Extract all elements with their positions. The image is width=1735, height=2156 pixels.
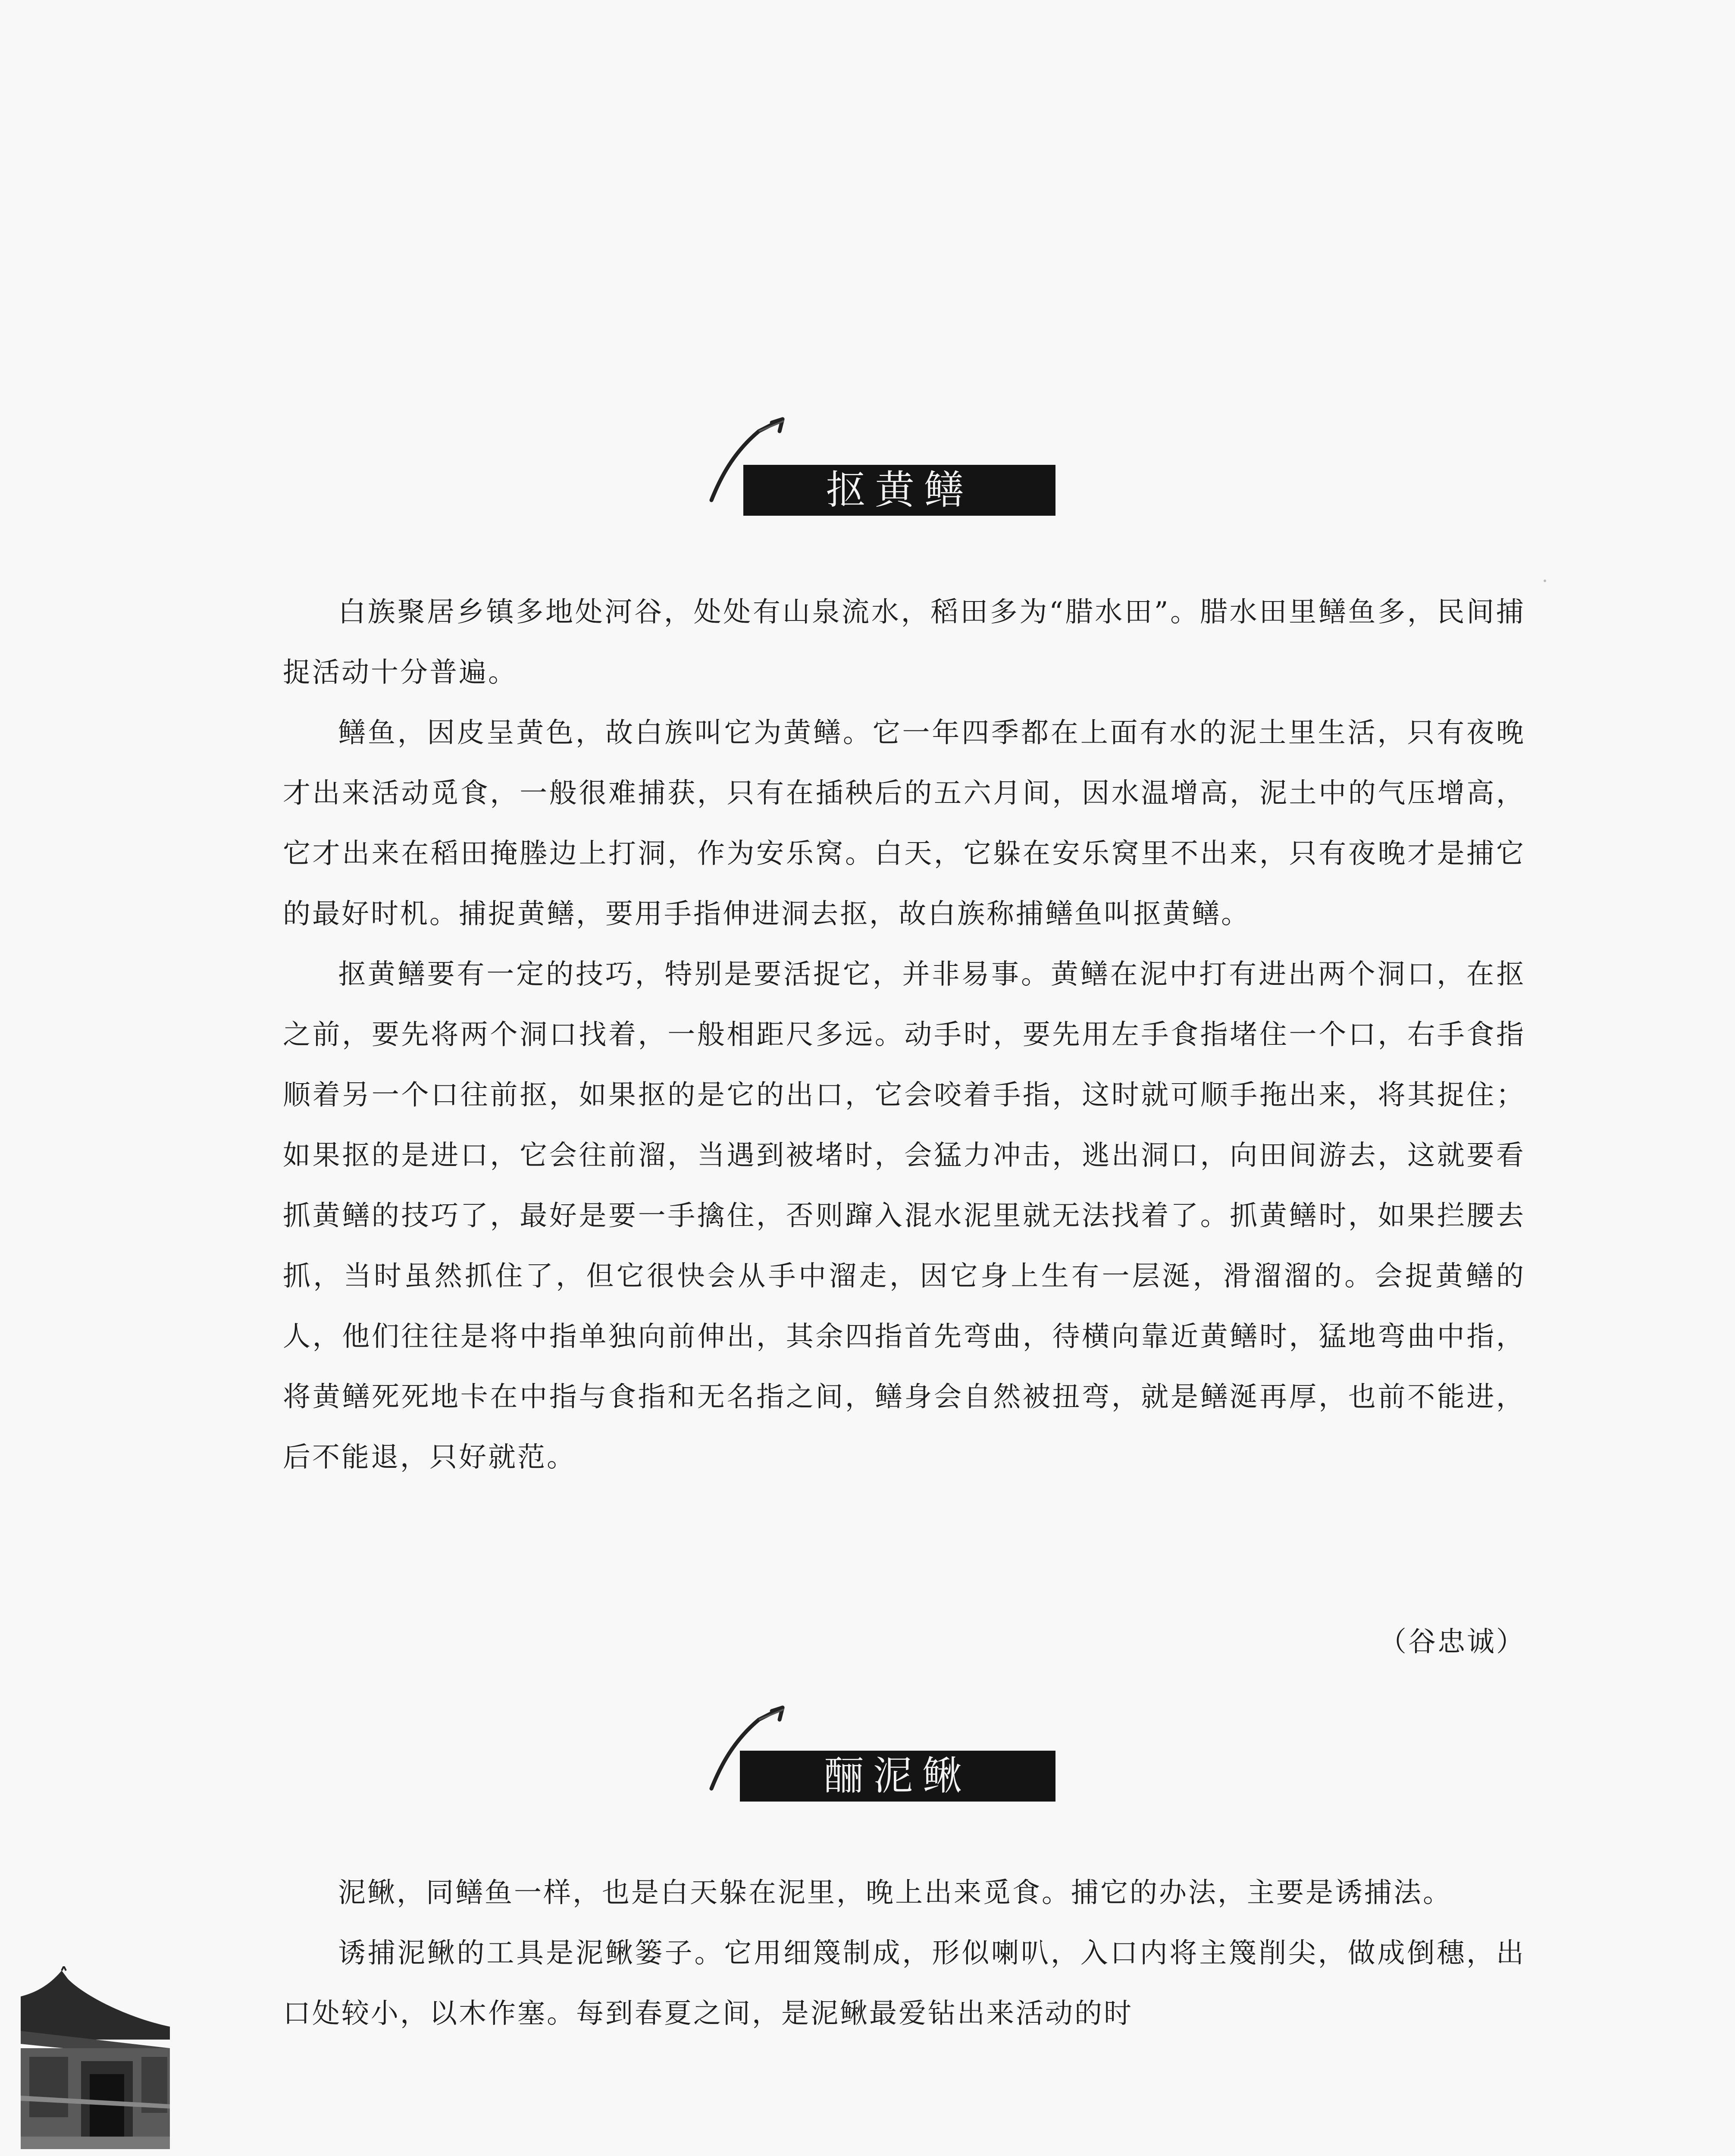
section-title-loach: 酾泥鳅 xyxy=(740,1751,1055,1802)
paragraph: 白族聚居乡镇多地处河谷，处处有山泉流水，稻田多为“腊水田”。腊水田里鳝鱼多，民间捕捉活动十分普遍。 xyxy=(283,596,1525,689)
paragraph: 诱捕泥鳅的工具是泥鳅篓子。它用细篾制成，形似喇叭，入口内将主篾削尖，做成倒穗，出口处较小，以木作塞。每到春夏之间，是泥鳅最爱钻出来活动的时 xyxy=(283,1937,1525,2030)
paragraph: 抠黄鳝要有一定的技巧，特别是要活捉它，并非易事。黄鳝在泥中打有进出两个洞口，在抠之前，要先将两个洞口找着，一般相距尺多远。动手时，要先用左手食指堵住一个口，右手食指顺着另一个口往前抠，如果抠的是它的出口，它会咬着手指，这时就可顺手拖出来，将其捉住；如果抠的是进口，它会往前溜，当遇到被堵时，会猛力冲击，逃出洞口，向田间游去，这就要看抓黄鳝的技巧了，最好是要一手擒住，否则蹿入混水泥里就无法找着了。抓黄鳝时，如果拦腰去抓，当时虽然抓住了，但它很快会从手中溜走，因它身上生有一层涎，滑溜溜的。会捉黄鳝的人，他们往往是将中指单独向前伸出，其余四指首先弯曲，待横向靠近黄鳝时，猛地弯曲中指，将黄鳝死死地卡在中指与食指和无名指之间，鳝身会自然被扭弯，就是鳝涎再厚，也前不能进，后不能退，只好就范。 xyxy=(283,959,1525,1473)
section-body-loach xyxy=(283,1863,1525,2044)
section-title-eel: 抠黄鳝 xyxy=(743,465,1055,516)
temple-photo xyxy=(21,1966,170,2149)
section-body-eel xyxy=(283,582,1525,1488)
scan-speck xyxy=(1544,580,1546,582)
author-credit: （谷忠诚） xyxy=(1379,1626,1525,1658)
paragraph: 鳝鱼，因皮呈黄色，故白族叫它为黄鳝。它一年四季都在上面有水的泥土里生活，只有夜晚才出来活动觅食，一般很难捕获，只有在插秧后的五六月间，因水温增高，泥土中的气压增高，它才出来在稻田掩塍边上打洞，作为安乐窝。白天，它躲在安乐窝里不出来，只有夜晚才是捕它的最好时机。捕捉黄鳝，要用手指伸进洞去抠，故白族称捕鳝鱼叫抠黄鳝。 xyxy=(283,717,1525,930)
paragraph: 泥鳅，同鳝鱼一样，也是白天躲在泥里，晚上出来觅食。捕它的办法，主要是诱捕法。 xyxy=(338,1877,1452,1909)
